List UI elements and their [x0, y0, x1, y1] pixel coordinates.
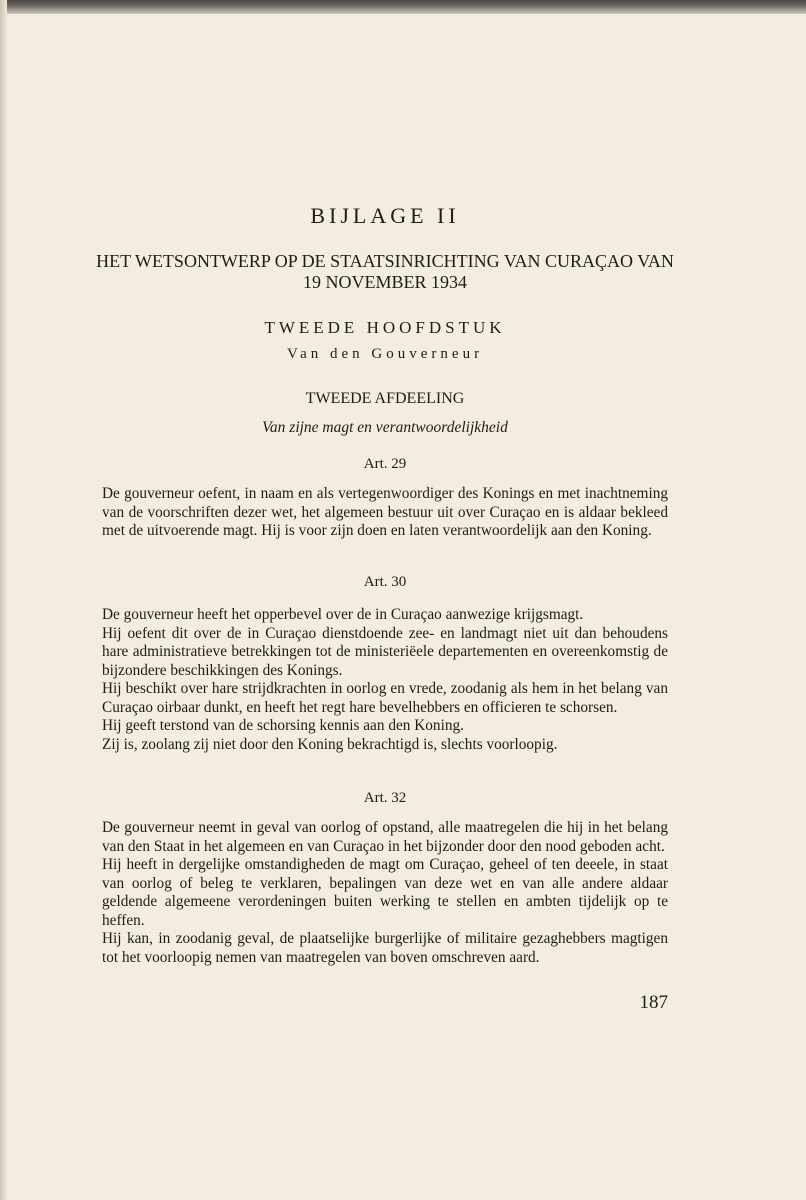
- paragraph: Zij is, zoolang zij niet door den Koning bekrachtigd is, slechts voorloopig.: [102, 735, 558, 753]
- section-heading: TWEEDE AFDEELING: [305, 390, 465, 407]
- paragraph: De gouverneur heeft het opperbevel over de in Curaçao aanwezige krijgsmagt.: [102, 606, 584, 623]
- chapter-subtitle: Van den Gouverneur: [286, 346, 484, 362]
- article-heading: Art. 32: [363, 790, 407, 806]
- page-top-edge: [0, 0, 806, 14]
- article-body: [102, 606, 668, 754]
- page-number: 187: [639, 992, 668, 1013]
- paragraph: Hij heeft in dergelijke omstandigheden de magt om Curaçao, geheel of ten deeele, in staat van oorlog of beleg te verklaren, bepalingen van deze wet en van alle andere aldaar geldende algemeene verordeningen buiten werking te stellen en ambten tijdelijk op te heffen.: [102, 856, 668, 929]
- article-heading: Art. 29: [363, 456, 407, 472]
- paragraph: Hij geeft terstond van de schorsing kennis aan den Koning.: [102, 717, 464, 734]
- article-body: [102, 819, 668, 967]
- article-heading: Art. 30: [363, 574, 407, 590]
- paragraph: Hij kan, in zoodanig geval, de plaatselijke burgerlijke of militaire gezaghebbers magtigen tot het voorloopig nemen van maatregelen van boven omschreven aard.: [102, 930, 668, 966]
- paragraph: De gouverneur oefent, in naam en als vertegenwoordiger des Konings en met inachtneming van de voorschriften dezer wet, het algemeen bestuur uit over Curaçao en is aldaar bekleed met de uitvoerende magt. Hij is voor zijn doen en laten verantwoordelijk aan den Koning.: [102, 485, 668, 539]
- paragraph: De gouverneur neemt in geval van oorlog of opstand, alle maatregelen die hij in het belang van den Staat in het algemeen en van Curaçao in het bijzonder door den nood geboden acht.: [102, 819, 668, 855]
- paragraph: Hij oefent dit over de in Curaçao dienstdoende zee- en landmagt niet uit dan behoudens hare administratieve betrekkingen tot de ministeriëele departementen en overeenkomstig de bijzondere beschikkingen des Konings.: [102, 624, 668, 679]
- section-subtitle: Van zijne magt en verantwoordelijkheid: [262, 419, 508, 436]
- appendix-title: BIJLAGE II: [310, 203, 460, 228]
- paragraph: Hij beschikt over hare strijdkrachten in oorlog en vrede, zoodanig als hem in het belang van Curaçao oirbaar dunkt, en heeft het regt hare bevelhebbers en officieren te schorsen.: [102, 680, 668, 716]
- page-left-edge: [0, 0, 7, 1200]
- article-body: [102, 485, 668, 541]
- document-title: HET WETSONTWERP OP DE STAATSINRICHTING VAN CURAÇAO VAN 19 NOVEMBER 1934: [96, 251, 674, 292]
- chapter-heading: TWEEDE HOOFDSTUK: [264, 318, 506, 337]
